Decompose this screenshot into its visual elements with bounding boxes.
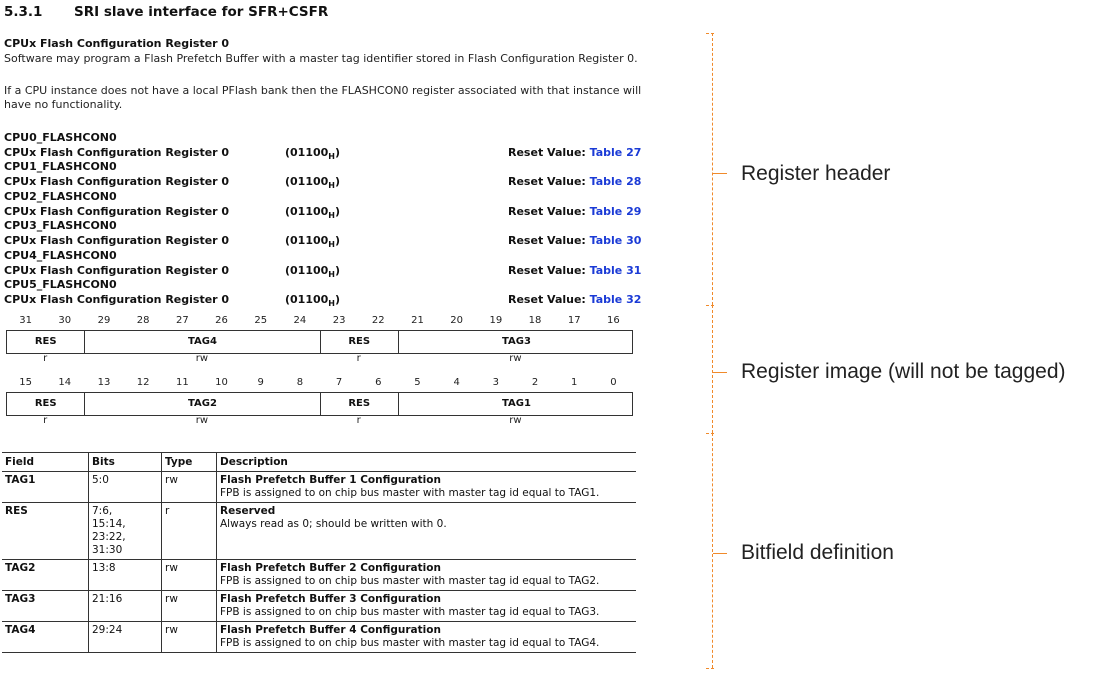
access-row <box>6 416 633 428</box>
bit-number: 8 <box>296 377 304 388</box>
paragraph-intro: Software may program a Flash Prefetch Buffer with a master tag identifier stored in Flash Configuration Register 0. <box>4 52 638 65</box>
field-description <box>217 591 637 622</box>
bitfield-segment: TAG2 <box>85 393 320 415</box>
field-description <box>217 472 637 503</box>
field-description <box>217 503 637 560</box>
description-text: FPB is assigned to on chip bus master with master tag id equal to TAG3. <box>220 606 600 618</box>
description-title: Flash Prefetch Buffer 4 Configuration <box>220 624 441 636</box>
brace-tick <box>713 173 727 174</box>
bitfield-row <box>2 591 636 622</box>
bit-number: 31 <box>19 315 32 326</box>
description-title: Reserved <box>220 505 276 517</box>
address-value: (01100 <box>285 234 329 248</box>
bitfield-segment: RES <box>321 331 399 353</box>
register-reset-value <box>508 234 641 247</box>
bit-number: 5 <box>414 377 421 388</box>
address-radix: H <box>328 181 335 191</box>
description-text: FPB is assigned to on chip bus master with master tag id equal to TAG4. <box>220 637 600 649</box>
access-row <box>6 354 633 366</box>
field-description <box>217 622 637 653</box>
brace-tick <box>713 553 727 554</box>
access-type: r <box>43 353 48 364</box>
bit-number: 27 <box>175 315 189 326</box>
bit-number: 12 <box>136 377 150 388</box>
reset-label: Reset Value: <box>508 234 590 248</box>
field-bits: 29:24 <box>89 622 162 653</box>
bitfield-segment: RES <box>7 331 85 353</box>
field-name: TAG2 <box>2 560 89 591</box>
register-reset-value <box>508 264 641 277</box>
column-description: Description <box>217 453 637 472</box>
bit-number: 10 <box>215 377 228 388</box>
register-name: CPU5_FLASHCON0 <box>4 278 117 291</box>
bit-number: 20 <box>450 315 464 326</box>
bit-number: 2 <box>531 377 539 388</box>
bit-number: 9 <box>257 377 264 388</box>
register-name: CPU0_FLASHCON0 <box>4 131 117 144</box>
bit-number: 4 <box>453 377 460 388</box>
reset-table-link[interactable]: Table 32 <box>589 293 642 306</box>
field-name: TAG1 <box>2 472 89 503</box>
register-name: CPU4_FLASHCON0 <box>4 248 117 262</box>
brace-line <box>712 433 721 668</box>
register-reset-value <box>508 293 641 306</box>
access-type: rw <box>195 353 209 364</box>
bit-number: 19 <box>489 315 503 326</box>
field-type: rw <box>162 622 217 653</box>
reset-table-link[interactable]: Table 31 <box>589 263 642 277</box>
access-type: rw <box>509 415 522 426</box>
bit-number: 3 <box>492 377 500 388</box>
address-radix: H <box>328 269 335 279</box>
bit-number: 7 <box>335 377 343 388</box>
field-bits: 21:16 <box>89 591 162 622</box>
section-number: 5.3.1 <box>4 4 43 20</box>
annotation-label: Register image (will not be tagged) <box>741 360 1066 383</box>
bit-number: 11 <box>175 377 189 388</box>
description-text: FPB is assigned to on chip bus master with master tag id equal to TAG2. <box>220 575 600 587</box>
address-close: ) <box>335 293 341 306</box>
bitfield-segment: TAG4 <box>85 331 320 353</box>
bit-number: 23 <box>332 315 346 326</box>
bit-number: 18 <box>528 315 542 326</box>
bitfield-row <box>2 622 636 653</box>
bitfield-table <box>2 452 636 653</box>
register-address <box>285 264 340 279</box>
paragraph-note: If a CPU instance does not have a local PFlash bank then the FLASHCON0 register associated with that instance will have no functionality. <box>4 84 642 111</box>
register-reset-value <box>508 175 641 188</box>
bit-number: 0 <box>610 377 617 388</box>
register-description: CPUx Flash Configuration Register 0 <box>4 204 230 218</box>
description-title: Flash Prefetch Buffer 1 Configuration <box>220 474 441 486</box>
register-address <box>285 146 340 161</box>
bit-number-row <box>6 315 634 329</box>
address-value: (01100 <box>285 263 329 277</box>
access-type: r <box>356 415 361 426</box>
access-type: r <box>356 353 361 364</box>
register-address <box>285 293 340 308</box>
brace-line <box>712 305 721 433</box>
bit-number: 22 <box>371 315 385 326</box>
register-address <box>285 234 340 249</box>
address-value: (01100 <box>285 175 329 189</box>
access-type: rw <box>195 415 209 426</box>
register-name: CPU1_FLASHCON0 <box>4 160 117 174</box>
bit-number: 24 <box>293 315 307 326</box>
register-address <box>285 175 340 190</box>
register-description: CPUx Flash Configuration Register 0 <box>4 175 230 189</box>
description-title: Flash Prefetch Buffer 2 Configuration <box>220 562 441 574</box>
reset-table-link[interactable]: Table 29 <box>589 204 642 218</box>
bit-number: 6 <box>375 377 382 388</box>
column-field: Field <box>2 453 89 472</box>
register-name: CPU3_FLASHCON0 <box>4 219 117 233</box>
description-title: Flash Prefetch Buffer 3 Configuration <box>220 593 441 605</box>
section-title: SRI slave interface for SFR+CSFR <box>74 4 329 20</box>
address-radix: H <box>328 152 335 162</box>
bit-number: 21 <box>411 315 424 326</box>
register-name: CPU2_FLASHCON0 <box>4 189 117 203</box>
reset-table-link[interactable]: Table 28 <box>589 175 642 189</box>
address-close: ) <box>335 263 341 277</box>
annotation-label: Bitfield definition <box>741 541 894 564</box>
bitfield-row <box>2 472 636 503</box>
bit-number-row <box>6 377 634 391</box>
description-text: Always read as 0; should be written with 0. <box>220 518 447 530</box>
address-close: ) <box>335 175 341 189</box>
register-bit-box <box>6 392 633 416</box>
reset-label: Reset Value: <box>508 175 590 189</box>
field-bits: 7:6, 15:14, 23:22, 31:30 <box>89 503 162 560</box>
register-description: CPUx Flash Configuration Register 0 <box>4 293 230 306</box>
register-bit-box <box>6 330 633 354</box>
bitfield-segment: RES <box>7 393 85 415</box>
bit-number: 16 <box>607 315 620 326</box>
address-value: (01100 <box>285 293 329 306</box>
address-value: (01100 <box>285 204 329 218</box>
description-text: FPB is assigned to on chip bus master with master tag id equal to TAG1. <box>220 487 600 499</box>
register-reset-value <box>508 146 641 159</box>
brace-bottom <box>706 668 714 669</box>
bit-number: 17 <box>567 315 581 326</box>
bitfield-segment: TAG1 <box>501 398 531 409</box>
bit-number: 29 <box>97 315 111 326</box>
brace-tick <box>713 372 727 373</box>
bit-number: 14 <box>58 377 72 388</box>
address-value: (01100 <box>285 146 329 159</box>
register-description: CPUx Flash Configuration Register 0 <box>4 146 230 159</box>
reset-table-link[interactable]: Table 27 <box>589 146 642 159</box>
field-bits: 13:8 <box>89 560 162 591</box>
address-close: ) <box>335 204 341 218</box>
register-address <box>285 205 340 220</box>
section-heading <box>4 4 328 20</box>
reset-table-link[interactable]: Table 30 <box>589 234 642 248</box>
access-type: r <box>43 415 48 426</box>
bitfield-segment: TAG3 <box>501 336 531 347</box>
address-radix: H <box>328 299 335 309</box>
bit-number: 28 <box>136 315 150 326</box>
reset-label: Reset Value: <box>508 146 590 159</box>
register-description: CPUx Flash Configuration Register 0 <box>4 234 230 248</box>
reset-label: Reset Value: <box>508 293 590 306</box>
subsection-title: CPUx Flash Configuration Register 0 <box>4 37 230 50</box>
field-name: RES <box>2 503 89 560</box>
bit-number: 26 <box>215 315 228 326</box>
bitfield-row <box>2 503 636 560</box>
reset-label: Reset Value: <box>508 204 590 218</box>
bit-number: 30 <box>58 315 72 326</box>
bit-number: 13 <box>97 377 111 388</box>
field-description <box>217 560 637 591</box>
reset-label: Reset Value: <box>508 263 590 277</box>
field-name: TAG4 <box>2 622 89 653</box>
bit-number: 15 <box>19 377 32 388</box>
register-reset-value <box>508 205 641 218</box>
field-type: r <box>162 503 217 560</box>
field-type: rw <box>162 560 217 591</box>
bitfield-row <box>2 560 636 591</box>
field-name: TAG3 <box>2 591 89 622</box>
address-radix: H <box>328 240 335 250</box>
bit-number: 25 <box>254 315 268 326</box>
bit-number: 1 <box>571 377 578 388</box>
field-type: rw <box>162 591 217 622</box>
column-bits: Bits <box>89 453 162 472</box>
address-close: ) <box>335 146 341 159</box>
field-type: rw <box>162 472 217 503</box>
field-bits: 5:0 <box>89 472 162 503</box>
address-radix: H <box>328 210 335 220</box>
bitfield-segment: RES <box>321 393 399 415</box>
access-type: rw <box>509 353 522 364</box>
column-type: Type <box>162 453 217 472</box>
brace-line <box>712 33 721 305</box>
bitfield-table-header <box>2 453 636 472</box>
annotation-label: Register header <box>741 162 891 185</box>
address-close: ) <box>335 234 341 248</box>
register-description: CPUx Flash Configuration Register 0 <box>4 263 230 277</box>
